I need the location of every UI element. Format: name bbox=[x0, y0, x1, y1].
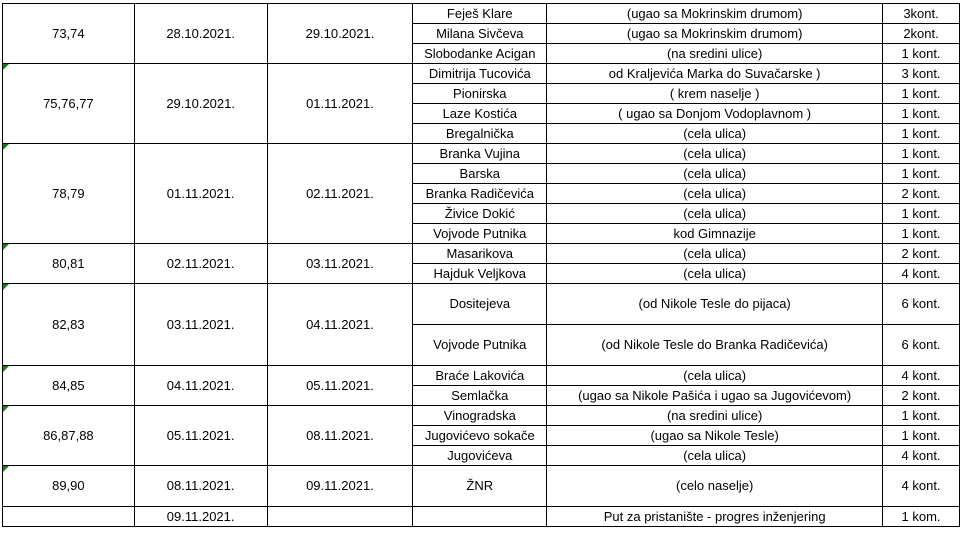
schedule-body bbox=[3, 4, 960, 527]
table-row bbox=[3, 244, 960, 264]
start-date-cell: 28.10.2021. bbox=[134, 4, 267, 64]
location-cell: (cela ulica) bbox=[547, 244, 883, 264]
quantity-cell: 4 kont. bbox=[883, 446, 960, 466]
street-cell: Jugovićevo sokače bbox=[413, 426, 547, 446]
quantity-cell: 1 kont. bbox=[883, 204, 960, 224]
quantity-cell: 1 kom. bbox=[883, 507, 960, 527]
street-cell: Barska bbox=[413, 164, 547, 184]
location-cell: (ugao sa Mokrinskim drumom) bbox=[547, 4, 883, 24]
street-cell: Jugovićeva bbox=[413, 446, 547, 466]
location-cell: Put za pristanište - progres inženjering bbox=[547, 507, 883, 527]
street-cell: Milana Sivčeva bbox=[413, 24, 547, 44]
street-cell: ŽNR bbox=[413, 466, 547, 507]
location-cell: (cela ulica) bbox=[547, 264, 883, 284]
quantity-cell: 2kont. bbox=[883, 24, 960, 44]
location-cell: (na sredini ulice) bbox=[547, 44, 883, 64]
end-date-cell: 08.11.2021. bbox=[267, 406, 413, 466]
end-date-cell: 02.11.2021. bbox=[267, 144, 413, 244]
location-cell: (ugao sa Nikole Pašića i ugao sa Jugovićevom) bbox=[547, 386, 883, 406]
street-cell: Pionirska bbox=[413, 84, 547, 104]
street-cell: Vojvode Putnika bbox=[413, 325, 547, 366]
quantity-cell: 3kont. bbox=[883, 4, 960, 24]
table-row bbox=[3, 284, 960, 325]
end-date-cell: 04.11.2021. bbox=[267, 284, 413, 366]
quantity-cell: 6 kont. bbox=[883, 284, 960, 325]
start-date-cell: 29.10.2021. bbox=[134, 64, 267, 144]
street-cell: Bregalnička bbox=[413, 124, 547, 144]
quantity-cell: 2 kont. bbox=[883, 386, 960, 406]
location-cell: (cela ulica) bbox=[547, 144, 883, 164]
location-cell: ( krem naselje ) bbox=[547, 84, 883, 104]
table-row bbox=[3, 64, 960, 84]
start-date-cell: 05.11.2021. bbox=[134, 406, 267, 466]
end-date-cell: 05.11.2021. bbox=[267, 366, 413, 406]
location-cell: (cela ulica) bbox=[547, 164, 883, 184]
location-cell: ( ugao sa Donjom Vodoplavnom ) bbox=[547, 104, 883, 124]
table-row bbox=[3, 406, 960, 426]
street-cell: Vinogradska bbox=[413, 406, 547, 426]
end-date-cell: 01.11.2021. bbox=[267, 64, 413, 144]
street-cell: Dimitrija Tucovića bbox=[413, 64, 547, 84]
group-ids-cell: 82,83 bbox=[3, 284, 135, 366]
start-date-cell: 03.11.2021. bbox=[134, 284, 267, 366]
street-cell: Masarikova bbox=[413, 244, 547, 264]
location-cell: (cela ulica) bbox=[547, 446, 883, 466]
quantity-cell: 3 kont. bbox=[883, 64, 960, 84]
table-row bbox=[3, 366, 960, 386]
start-date-cell: 09.11.2021. bbox=[134, 507, 267, 527]
street-cell: Živice Dokić bbox=[413, 204, 547, 224]
street-cell: Vojvode Putnika bbox=[413, 224, 547, 244]
quantity-cell: 1 kont. bbox=[883, 406, 960, 426]
start-date-cell: 04.11.2021. bbox=[134, 366, 267, 406]
group-ids-cell: 73,74 bbox=[3, 4, 135, 64]
location-cell: (ugao sa Mokrinskim drumom) bbox=[547, 24, 883, 44]
group-ids-cell: 89,90 bbox=[3, 466, 135, 507]
table-row bbox=[3, 4, 960, 24]
location-cell: (cela ulica) bbox=[547, 184, 883, 204]
location-cell: (cela ulica) bbox=[547, 366, 883, 386]
street-cell: Dositejeva bbox=[413, 284, 547, 325]
location-cell: (cela ulica) bbox=[547, 124, 883, 144]
end-date-cell: 03.11.2021. bbox=[267, 244, 413, 284]
street-cell: Branka Radičevića bbox=[413, 184, 547, 204]
location-cell: od Kraljevića Marka do Suvačarske ) bbox=[547, 64, 883, 84]
schedule-table bbox=[2, 3, 960, 527]
end-date-cell bbox=[267, 507, 413, 527]
quantity-cell: 1 kont. bbox=[883, 44, 960, 64]
quantity-cell: 4 kont. bbox=[883, 466, 960, 507]
table-row bbox=[3, 507, 960, 527]
quantity-cell: 4 kont. bbox=[883, 366, 960, 386]
group-ids-cell: 84,85 bbox=[3, 366, 135, 406]
street-cell: Hajduk Veljkova bbox=[413, 264, 547, 284]
street-cell: Slobodanke Acigan bbox=[413, 44, 547, 64]
location-cell: (ugao sa Nikole Tesle) bbox=[547, 426, 883, 446]
street-cell: Braće Lakovića bbox=[413, 366, 547, 386]
quantity-cell: 4 kont. bbox=[883, 264, 960, 284]
end-date-cell: 29.10.2021. bbox=[267, 4, 413, 64]
street-cell bbox=[413, 507, 547, 527]
quantity-cell: 1 kont. bbox=[883, 426, 960, 446]
group-ids-cell bbox=[3, 507, 135, 527]
group-ids-cell: 86,87,88 bbox=[3, 406, 135, 466]
location-cell: kod Gimnazije bbox=[547, 224, 883, 244]
location-cell: (cela ulica) bbox=[547, 204, 883, 224]
end-date-cell: 09.11.2021. bbox=[267, 466, 413, 507]
start-date-cell: 08.11.2021. bbox=[134, 466, 267, 507]
group-ids-cell: 78,79 bbox=[3, 144, 135, 244]
location-cell: (od Nikole Tesle do Branka Radičevića) bbox=[547, 325, 883, 366]
quantity-cell: 1 kont. bbox=[883, 124, 960, 144]
table-row bbox=[3, 144, 960, 164]
table-row bbox=[3, 466, 960, 507]
quantity-cell: 1 kont. bbox=[883, 144, 960, 164]
quantity-cell: 1 kont. bbox=[883, 164, 960, 184]
location-cell: (na sredini ulice) bbox=[547, 406, 883, 426]
street-cell: Feješ Klare bbox=[413, 4, 547, 24]
group-ids-cell: 75,76,77 bbox=[3, 64, 135, 144]
quantity-cell: 6 kont. bbox=[883, 325, 960, 366]
quantity-cell: 1 kont. bbox=[883, 224, 960, 244]
group-ids-cell: 80,81 bbox=[3, 244, 135, 284]
street-cell: Laze Kostića bbox=[413, 104, 547, 124]
start-date-cell: 01.11.2021. bbox=[134, 144, 267, 244]
quantity-cell: 2 kont. bbox=[883, 184, 960, 204]
location-cell: (celo naselje) bbox=[547, 466, 883, 507]
quantity-cell: 1 kont. bbox=[883, 104, 960, 124]
quantity-cell: 1 kont. bbox=[883, 84, 960, 104]
quantity-cell: 2 kont. bbox=[883, 244, 960, 264]
start-date-cell: 02.11.2021. bbox=[134, 244, 267, 284]
street-cell: Semlačka bbox=[413, 386, 547, 406]
location-cell: (od Nikole Tesle do pijaca) bbox=[547, 284, 883, 325]
street-cell: Branka Vujina bbox=[413, 144, 547, 164]
